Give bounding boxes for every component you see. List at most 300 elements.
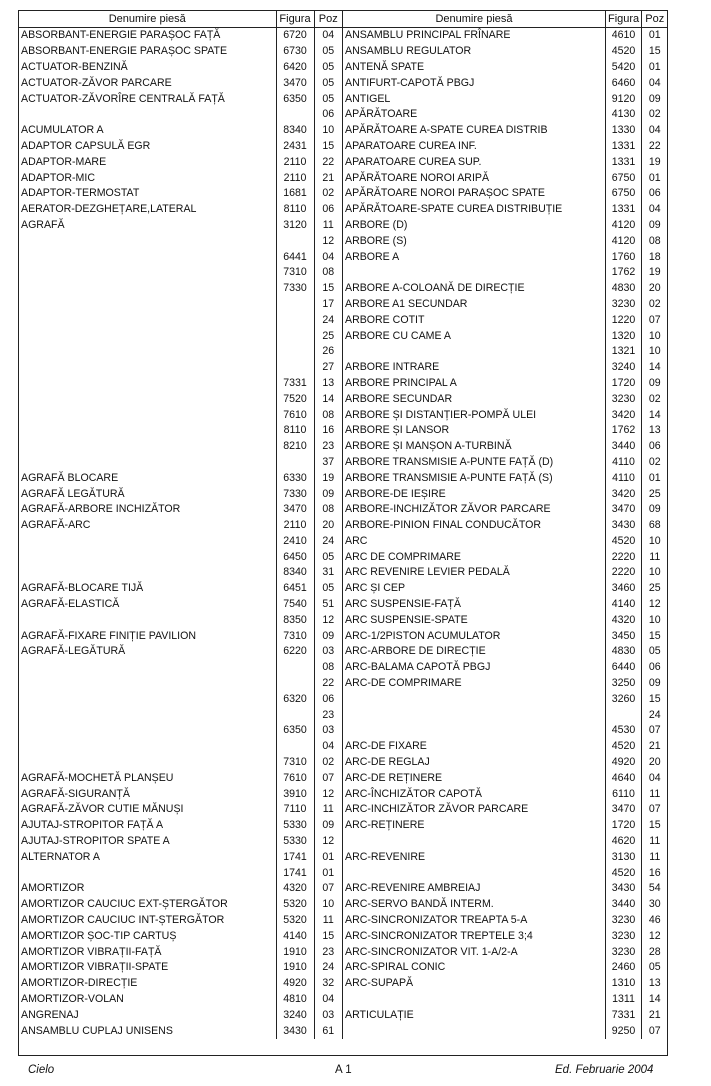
position-number: 03 <box>314 1007 342 1023</box>
position-number: 02 <box>642 391 668 407</box>
table-row <box>19 297 342 313</box>
position-number: 15 <box>642 691 668 707</box>
table-row <box>343 407 668 423</box>
table-row <box>343 865 668 881</box>
part-name: ANSAMBLU PRINCIPAL FRÎNARE <box>345 29 511 42</box>
table-row <box>19 218 342 234</box>
table-row <box>19 897 342 913</box>
table-row <box>19 565 342 581</box>
figure-number <box>276 455 314 471</box>
part-name <box>19 565 276 581</box>
table-row <box>343 644 668 660</box>
part-name: ARC-ARBORE DE DIRECȚIE <box>345 645 486 658</box>
figure-number: 7310 <box>276 755 314 771</box>
part-name: ADAPTOR-MARE <box>21 155 107 168</box>
position-number: 01 <box>642 470 668 486</box>
part-name: APĂRĂTOARE NOROI PARAȘOC SPATE <box>345 187 545 200</box>
position-number: 21 <box>642 739 668 755</box>
table-row <box>19 597 342 613</box>
figure-number: 3230 <box>606 928 642 944</box>
figure-number: 6110 <box>606 786 642 802</box>
part-name: AMORTIZOR <box>21 882 85 895</box>
position-number: 02 <box>314 186 342 202</box>
part-name <box>19 249 276 265</box>
figure-number: 4830 <box>606 644 642 660</box>
figure-number: 4520 <box>606 44 642 60</box>
part-name <box>19 407 276 423</box>
part-name: AGRAFĂ-ARC <box>21 519 91 532</box>
position-number: 05 <box>314 91 342 107</box>
table-row <box>19 691 342 707</box>
position-number: 27 <box>314 360 342 376</box>
position-number: 02 <box>642 297 668 313</box>
figure-number: 3470 <box>276 75 314 91</box>
part-name: ARBORE TRANSMISIE A-PUNTE FAȚĂ (D) <box>345 455 554 468</box>
table-row <box>19 154 342 170</box>
position-number: 07 <box>642 802 668 818</box>
figure-number: 4810 <box>276 992 314 1008</box>
table-row <box>19 818 342 834</box>
figure-number: 3420 <box>606 486 642 502</box>
table-row <box>343 992 668 1008</box>
footer-page-number: A 1 <box>335 1064 352 1076</box>
figure-number: 3130 <box>606 849 642 865</box>
figure-number: 7520 <box>276 391 314 407</box>
table-row <box>343 186 668 202</box>
figure-number: 6720 <box>276 28 314 44</box>
right-header-figura: Figura <box>606 11 642 28</box>
part-name: ARC REVENIRE LEVIER PEDALĂ <box>345 566 510 579</box>
part-name <box>19 297 276 313</box>
table-row <box>343 423 668 439</box>
figure-number: 1320 <box>606 328 642 344</box>
figure-number: 4130 <box>606 107 642 123</box>
position-number: 03 <box>314 644 342 660</box>
position-number: 06 <box>314 691 342 707</box>
position-number: 11 <box>642 849 668 865</box>
position-number: 21 <box>642 1007 668 1023</box>
table-row <box>343 755 668 771</box>
figure-number: 1331 <box>606 154 642 170</box>
figure-number: 4520 <box>606 534 642 550</box>
table-row <box>343 960 668 976</box>
part-name: ARBORE (S) <box>345 234 407 247</box>
part-name <box>19 265 276 281</box>
figure-number: 1720 <box>606 376 642 392</box>
position-number: 15 <box>314 139 342 155</box>
part-name: AGRAFĂ BLOCARE <box>21 471 119 484</box>
part-name <box>343 344 606 360</box>
position-number: 03 <box>314 723 342 739</box>
figure-number: 1331 <box>606 139 642 155</box>
part-name: AGRAFĂ LEGĂTURĂ <box>21 487 125 500</box>
position-number: 01 <box>642 170 668 186</box>
part-name: ARBORE ȘI LANSOR <box>345 424 450 437</box>
table-row <box>19 28 342 44</box>
table-row <box>19 534 342 550</box>
figure-number: 1330 <box>606 123 642 139</box>
position-number: 21 <box>314 170 342 186</box>
part-name: APĂRĂTOARE <box>345 108 418 121</box>
part-name: AGRAFĂ-ELASTICĂ <box>21 598 120 611</box>
figure-number: 3120 <box>276 218 314 234</box>
position-number: 25 <box>642 486 668 502</box>
table-row <box>19 755 342 771</box>
table-row <box>19 186 342 202</box>
figure-number: 6441 <box>276 249 314 265</box>
figure-number: 4920 <box>606 755 642 771</box>
part-name: ARBORE ȘI MANȘON A-TURBINĂ <box>345 440 512 453</box>
part-name <box>19 312 276 328</box>
figure-number: 3250 <box>606 676 642 692</box>
figure-number <box>276 707 314 723</box>
figure-number: 4620 <box>606 834 642 850</box>
table-row <box>343 139 668 155</box>
figure-number: 1321 <box>606 344 642 360</box>
table-row <box>343 233 668 249</box>
position-number: 09 <box>642 218 668 234</box>
figure-number: 4110 <box>606 455 642 471</box>
part-name: ANGRENAJ <box>21 1008 79 1021</box>
position-number: 06 <box>314 202 342 218</box>
position-number: 04 <box>642 123 668 139</box>
part-name: ARBORE CU CAME A <box>345 329 451 342</box>
figure-number: 6440 <box>606 660 642 676</box>
table-row <box>19 770 342 786</box>
position-number: 13 <box>314 376 342 392</box>
position-number: 07 <box>642 1023 668 1039</box>
position-number: 01 <box>642 60 668 76</box>
figure-number: 5330 <box>276 834 314 850</box>
part-name <box>343 707 606 723</box>
table-row <box>343 44 668 60</box>
part-name <box>19 281 276 297</box>
part-name: AERATOR-DEZGHEȚARE,LATERAL <box>21 203 197 216</box>
part-name <box>343 691 606 707</box>
position-number: 06 <box>642 439 668 455</box>
footer-edition: Ed. Februarie 2004 <box>555 1064 654 1076</box>
table-row <box>343 770 668 786</box>
figure-number: 1220 <box>606 312 642 328</box>
part-name: APARATOARE CUREA INF. <box>345 139 477 152</box>
position-number: 09 <box>642 676 668 692</box>
part-name: ARC-SPIRAL CONIC <box>345 961 446 974</box>
table-row <box>343 1007 668 1023</box>
position-number: 15 <box>642 628 668 644</box>
figure-number: 1762 <box>606 423 642 439</box>
table-row <box>19 44 342 60</box>
part-name: AJUTAJ-STROPITOR FAȚĂ A <box>21 819 164 832</box>
table-row <box>19 518 342 534</box>
part-name: APARATOARE CUREA SUP. <box>345 155 482 168</box>
figure-number: 3240 <box>606 360 642 376</box>
part-name: ADAPTOR-MIC <box>21 171 95 184</box>
figure-number: 9120 <box>606 91 642 107</box>
part-name <box>19 360 276 376</box>
table-row <box>343 691 668 707</box>
table-row <box>19 928 342 944</box>
part-name <box>19 612 276 628</box>
part-name: AMORTIZOR-VOLAN <box>21 993 124 1005</box>
part-name <box>19 676 276 692</box>
position-number: 24 <box>314 960 342 976</box>
right-header-row <box>343 11 668 28</box>
position-number: 11 <box>314 802 342 818</box>
figure-number: 5320 <box>276 913 314 929</box>
table-row <box>343 312 668 328</box>
part-name: ARC-DE REGLAJ <box>345 756 430 769</box>
figure-number: 6320 <box>276 691 314 707</box>
part-name: ARTICULAȚIE <box>345 1008 414 1021</box>
table-row <box>19 581 342 597</box>
figure-number: 6420 <box>276 60 314 76</box>
figure-number: 4320 <box>606 612 642 628</box>
position-number: 15 <box>314 928 342 944</box>
part-name <box>343 723 606 739</box>
table-row <box>19 549 342 565</box>
position-number: 02 <box>642 107 668 123</box>
position-number: 15 <box>642 818 668 834</box>
part-name <box>19 755 276 771</box>
position-number: 08 <box>314 407 342 423</box>
table-row <box>343 439 668 455</box>
right-table-body <box>343 28 668 1040</box>
left-header-row <box>19 11 342 28</box>
position-number: 22 <box>642 139 668 155</box>
table-row <box>19 612 342 628</box>
part-name: ARBORE-PINION FINAL CONDUCĂTOR <box>345 519 542 532</box>
part-name: ARC <box>345 534 368 547</box>
part-name: ARC-BALAMA CAPOTĂ PBGJ <box>345 661 491 674</box>
part-name: AGRAFĂ-LEGĂTURĂ <box>21 645 126 658</box>
figure-number: 6750 <box>606 186 642 202</box>
table-row <box>19 328 342 344</box>
table-row <box>343 75 668 91</box>
part-name: ARBORE INTRARE <box>345 361 440 374</box>
figure-number <box>276 312 314 328</box>
position-number: 10 <box>314 123 342 139</box>
table-row <box>343 581 668 597</box>
part-name: AMORTIZOR VIBRAȚII-FAȚĂ <box>21 945 162 958</box>
part-name <box>19 439 276 455</box>
table-row <box>19 123 342 139</box>
figure-number <box>276 660 314 676</box>
figure-number: 7330 <box>276 281 314 297</box>
figure-number: 8110 <box>276 423 314 439</box>
table-row <box>19 628 342 644</box>
part-name: AMORTIZOR CAUCIUC EXT-ȘTERGĂTOR <box>21 898 228 911</box>
table-row <box>19 470 342 486</box>
table-row <box>19 407 342 423</box>
part-name: ARC ȘI CEP <box>345 582 406 595</box>
table-row <box>19 455 342 471</box>
table-row <box>343 202 668 218</box>
figure-number: 7330 <box>276 486 314 502</box>
figure-number: 1741 <box>276 865 314 881</box>
position-number: 11 <box>642 549 668 565</box>
position-number: 07 <box>314 770 342 786</box>
part-name: ARC-REȚINERE <box>345 819 425 832</box>
table-row <box>343 281 668 297</box>
figure-number <box>276 360 314 376</box>
position-number: 32 <box>314 976 342 992</box>
figure-number: 4830 <box>606 281 642 297</box>
part-name: ACTUATOR-BENZINĂ <box>21 60 128 73</box>
table-row <box>343 470 668 486</box>
table-row <box>343 265 668 281</box>
position-number: 28 <box>642 944 668 960</box>
table-row <box>19 707 342 723</box>
position-number: 10 <box>314 897 342 913</box>
position-number: 06 <box>314 107 342 123</box>
figure-number: 2410 <box>276 534 314 550</box>
position-number: 02 <box>314 755 342 771</box>
position-number: 23 <box>314 707 342 723</box>
table-row <box>19 139 342 155</box>
part-name: ARC SUSPENSIE-SPATE <box>345 613 468 626</box>
figure-number: 1331 <box>606 202 642 218</box>
position-number: 12 <box>314 786 342 802</box>
table-row <box>343 170 668 186</box>
part-name: AMORTIZOR ȘOC-TIP CARTUȘ <box>21 929 177 942</box>
figure-number: 1310 <box>606 976 642 992</box>
figure-number: 3430 <box>276 1023 314 1039</box>
left-header-figura: Figura <box>276 11 314 28</box>
figure-number <box>276 297 314 313</box>
table-row <box>19 281 342 297</box>
left-parts-table <box>19 11 342 1039</box>
figure-number: 4140 <box>276 928 314 944</box>
position-number: 12 <box>314 612 342 628</box>
figure-number: 3460 <box>606 581 642 597</box>
figure-number: 7610 <box>276 407 314 423</box>
position-number: 04 <box>642 75 668 91</box>
figure-number: 7610 <box>276 770 314 786</box>
part-name: ARC-SINCRONIZATOR VIT. 1-A/2-A <box>345 945 518 958</box>
position-number: 09 <box>314 818 342 834</box>
position-number: 04 <box>314 249 342 265</box>
figure-number: 3260 <box>606 691 642 707</box>
figure-number <box>606 707 642 723</box>
position-number: 15 <box>642 44 668 60</box>
figure-number: 3230 <box>606 944 642 960</box>
table-row <box>19 344 342 360</box>
part-name: ACTUATOR-ZĂVORÎRE CENTRALĂ FAȚĂ <box>21 92 225 105</box>
table-row <box>343 344 668 360</box>
position-number: 09 <box>642 502 668 518</box>
table-row <box>343 1023 668 1039</box>
figure-number: 6350 <box>276 723 314 739</box>
position-number: 09 <box>642 91 668 107</box>
position-number: 19 <box>314 470 342 486</box>
position-number: 08 <box>314 265 342 281</box>
figure-number: 4920 <box>276 976 314 992</box>
table-row <box>343 107 668 123</box>
table-row <box>19 739 342 755</box>
part-name <box>19 423 276 439</box>
part-name: ARC-SINCRONIZATOR TREAPTA 5-A <box>345 914 528 927</box>
part-name: ARC-SINCRONIZATOR TREPTELE 3;4 <box>345 929 533 942</box>
figure-number: 6330 <box>276 470 314 486</box>
figure-number: 3450 <box>606 628 642 644</box>
part-name: AMORTIZOR VIBRAȚII-SPATE <box>21 961 169 974</box>
figure-number: 2220 <box>606 549 642 565</box>
part-name: ARBORE A1 SECUNDAR <box>345 297 468 310</box>
position-number: 10 <box>642 612 668 628</box>
part-name: ARC-SERVO BANDĂ INTERM. <box>345 898 494 911</box>
part-name: ARBORE (D) <box>345 218 408 231</box>
part-name: AGRAFĂ-SIGURANȚĂ <box>21 787 130 800</box>
part-name <box>19 534 276 550</box>
position-number: 13 <box>642 423 668 439</box>
position-number: 01 <box>314 865 342 881</box>
table-row <box>19 265 342 281</box>
figure-number: 3430 <box>606 881 642 897</box>
figure-number <box>276 676 314 692</box>
position-number: 08 <box>314 502 342 518</box>
table-row <box>19 60 342 76</box>
part-name <box>19 344 276 360</box>
part-name <box>19 233 276 249</box>
figure-number: 3230 <box>606 391 642 407</box>
table-row <box>343 297 668 313</box>
part-name: ANSAMBLU CUPLAJ UNISENS <box>21 1024 173 1037</box>
position-number: 19 <box>642 265 668 281</box>
figure-number: 3420 <box>606 407 642 423</box>
part-name: ARC-SUPAPĂ <box>345 977 414 990</box>
part-name: AGRAFĂ-ARBORE INCHIZĂTOR <box>21 503 181 516</box>
left-header-name: Denumire piesă <box>19 11 276 28</box>
table-row <box>19 944 342 960</box>
position-number: 04 <box>314 739 342 755</box>
table-row <box>19 802 342 818</box>
figure-number: 7310 <box>276 628 314 644</box>
table-row <box>19 91 342 107</box>
table-row <box>343 802 668 818</box>
figure-number: 8340 <box>276 565 314 581</box>
part-name: ARBORE A-COLOANĂ DE DIRECȚIE <box>345 282 525 295</box>
figure-number: 3910 <box>276 786 314 802</box>
figure-number: 2460 <box>606 960 642 976</box>
position-number: 25 <box>642 581 668 597</box>
part-name <box>19 660 276 676</box>
part-name: ANTIGEL <box>345 92 391 105</box>
part-name: ARC-DE REȚINERE <box>345 771 443 784</box>
table-row <box>343 376 668 392</box>
figure-number: 3440 <box>606 439 642 455</box>
right-header-poz: Poz <box>642 11 668 28</box>
figure-number: 7310 <box>276 265 314 281</box>
position-number: 02 <box>642 455 668 471</box>
figure-number: 4110 <box>606 470 642 486</box>
position-number: 16 <box>314 423 342 439</box>
right-parts-table <box>342 11 668 1039</box>
table-row <box>343 628 668 644</box>
position-number: 19 <box>642 154 668 170</box>
figure-number: 3470 <box>606 802 642 818</box>
position-number: 05 <box>314 44 342 60</box>
table-row <box>19 913 342 929</box>
table-row <box>343 660 668 676</box>
position-number: 09 <box>314 486 342 502</box>
part-name: ABSORBANT-ENERGIE PARAȘOC SPATE <box>21 45 228 58</box>
position-number: 13 <box>642 976 668 992</box>
figure-number: 5420 <box>606 60 642 76</box>
position-number: 10 <box>642 534 668 550</box>
table-row <box>19 1007 342 1023</box>
figure-number <box>276 233 314 249</box>
table-row <box>343 707 668 723</box>
